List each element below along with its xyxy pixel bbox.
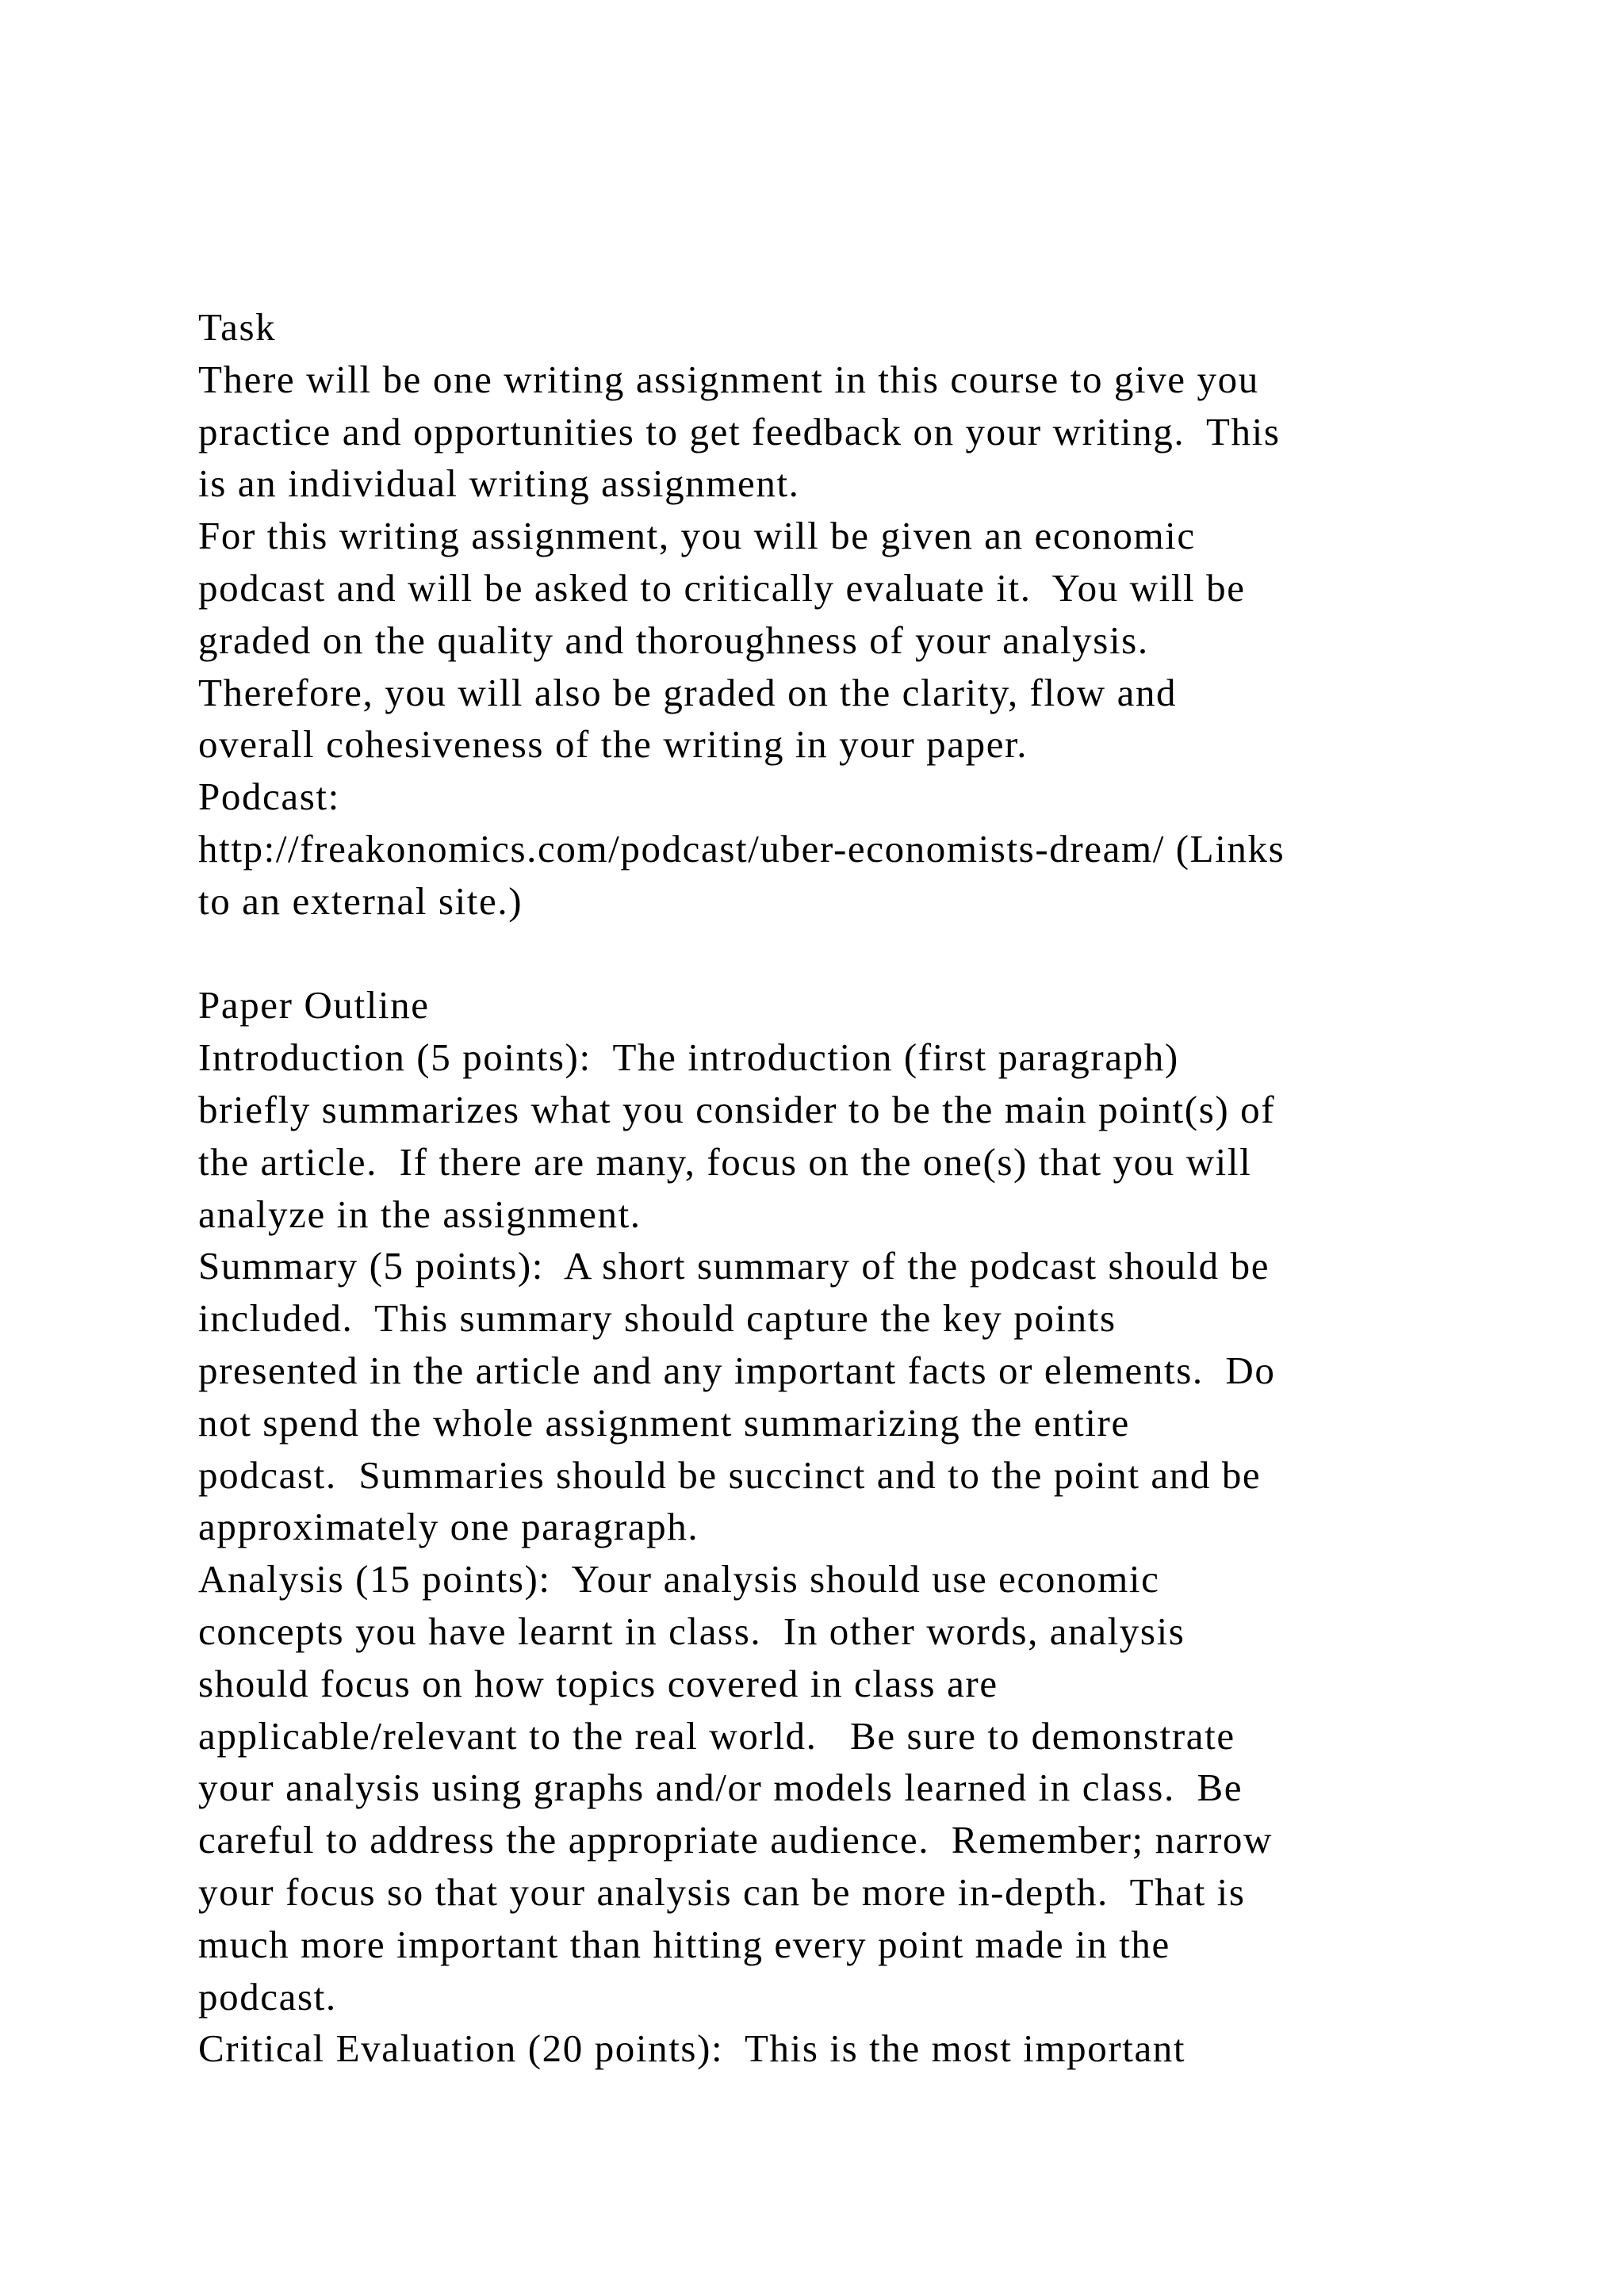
summary-line: included. This summary should capture the key points: [198, 1296, 1116, 1341]
introduction-line: analyze in the assignment.: [198, 1192, 642, 1236]
task-line: For this writing assignment, you will be given an economic: [198, 514, 1196, 558]
heading-task: Task: [198, 305, 277, 349]
task-line: practice and opportunities to get feedback on your writing. This: [198, 409, 1281, 453]
introduction-line: Introduction (5 points): The introduction (first paragraph): [198, 1035, 1179, 1080]
task-line: graded on the quality and thoroughness of your analysis.: [198, 618, 1149, 662]
analysis-line: your analysis using graphs and/or models learned in class. Be: [198, 1766, 1243, 1810]
task-line: overall cohesiveness of the writing in your paper.: [198, 722, 1028, 767]
summary-line: presented in the article and any important facts or elements. Do: [198, 1348, 1276, 1392]
introduction-line: briefly summarizes what you consider to be the main point(s) of: [198, 1087, 1276, 1131]
summary-line: Summary (5 points): A short summary of the podcast should be: [198, 1244, 1270, 1288]
summary-line: not spend the whole assignment summarizing the entire: [198, 1400, 1130, 1445]
podcast-label: Podcast:: [198, 775, 340, 819]
podcast-link-line: http://freakonomics.com/podcast/uber-economists-dream/ (Links: [198, 826, 1285, 871]
introduction-line: the article. If there are many, focus on the one(s) that you will: [198, 1139, 1252, 1184]
analysis-line: your focus so that your analysis can be more in-depth. That is: [198, 1869, 1246, 1914]
summary-line: podcast. Summaries should be succinct and to the point and be: [198, 1452, 1262, 1497]
task-line: Therefore, you will also be graded on the clarity, flow and: [198, 670, 1178, 714]
analysis-line: applicable/relevant to the real world. Be sure to demonstrate: [198, 1713, 1235, 1758]
analysis-line: Analysis (15 points): Your analysis should use economic: [198, 1557, 1160, 1601]
document-body: [198, 301, 1507, 2075]
analysis-line: should focus on how topics covered in class are: [198, 1661, 998, 1705]
heading-paper-outline: Paper Outline: [198, 983, 430, 1027]
blank-line: [198, 928, 1507, 980]
podcast-link-line: to an external site.): [198, 878, 523, 923]
analysis-line: podcast.: [198, 1974, 337, 2019]
analysis-line: careful to address the appropriate audience. Remember; narrow: [198, 1818, 1273, 1862]
analysis-line: concepts you have learnt in class. In other words, analysis: [198, 1609, 1185, 1653]
task-line: There will be one writing assignment in this course to give you: [198, 357, 1259, 401]
task-line: is an individual writing assignment.: [198, 461, 800, 506]
summary-line: approximately one paragraph.: [198, 1505, 699, 1549]
task-line: podcast and will be asked to critically evaluate it. You will be: [198, 565, 1246, 610]
analysis-line: much more important than hitting every point made in the: [198, 1922, 1170, 1966]
critical-evaluation-line: Critical Evaluation (20 points): This is the most important: [198, 2026, 1186, 2071]
